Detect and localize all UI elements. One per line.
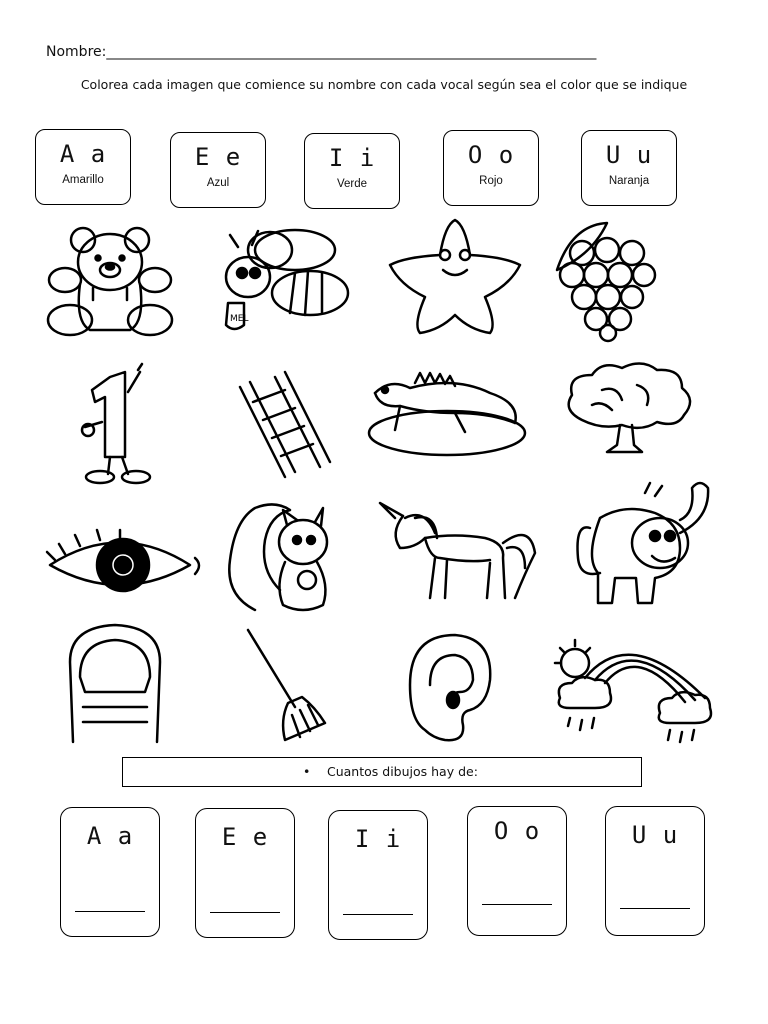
vowel-key-letters: I i <box>328 144 376 172</box>
vowel-key-a <box>35 129 131 205</box>
vowel-key-o <box>443 130 539 206</box>
count-box-letters: A a <box>86 822 134 850</box>
unicorn-picture[interactable] <box>375 498 540 603</box>
rainbow-picture[interactable] <box>550 638 720 753</box>
iguana-picture[interactable] <box>365 368 530 458</box>
vowel-key-letters: U u <box>605 141 653 169</box>
vowel-key-color: Verde <box>336 178 368 190</box>
vowel-key-e <box>170 132 266 208</box>
ear-picture[interactable] <box>405 630 495 745</box>
number-one-picture[interactable] <box>80 362 155 487</box>
count-answer-line[interactable] <box>620 908 690 909</box>
count-box-o[interactable] <box>467 806 567 936</box>
vowel-key-color: Amarillo <box>62 174 104 186</box>
star-picture[interactable] <box>385 215 525 340</box>
vowel-key-letters: A a <box>59 140 107 168</box>
count-box-letters: I i <box>354 825 402 853</box>
bullet-mark: • <box>303 764 311 779</box>
count-box-i[interactable] <box>328 810 428 940</box>
broom-picture[interactable] <box>240 625 330 745</box>
ladder-picture[interactable] <box>235 372 330 482</box>
vowel-key-letters: E e <box>194 143 242 171</box>
count-box-letters: O o <box>493 817 541 845</box>
count-answer-line[interactable] <box>210 912 280 913</box>
squirrel-picture[interactable] <box>225 500 335 620</box>
fingernail-picture[interactable] <box>65 622 165 747</box>
elephant-picture[interactable] <box>570 478 720 608</box>
tree-picture[interactable] <box>562 360 697 455</box>
count-prompt-text: Cuantos dibujos hay de: <box>327 764 478 779</box>
instructions-text: Colorea cada imagen que comience su nombre con cada vocal según sea el color que se indique <box>80 77 688 92</box>
mel-label: MEL <box>230 314 249 324</box>
vowel-key-color: Azul <box>206 177 230 189</box>
vowel-key-u <box>581 130 677 206</box>
bee-picture[interactable] <box>200 225 350 335</box>
count-answer-line[interactable] <box>75 911 145 912</box>
vowel-key-letters: O o <box>467 141 515 169</box>
teddy-bear-picture[interactable] <box>45 222 175 342</box>
count-box-a[interactable] <box>60 807 160 937</box>
count-box-letters: E e <box>221 823 269 851</box>
count-answer-line[interactable] <box>482 904 552 905</box>
vowel-key-color: Rojo <box>479 175 503 187</box>
count-box-e[interactable] <box>195 808 295 938</box>
count-prompt-bar <box>122 757 642 787</box>
vowel-key-color: Naranja <box>608 175 650 187</box>
count-box-letters: U u <box>631 821 679 849</box>
count-answer-line[interactable] <box>343 914 413 915</box>
eye-picture[interactable] <box>45 530 205 600</box>
grapes-picture[interactable] <box>552 215 662 340</box>
count-box-u[interactable] <box>605 806 705 936</box>
name-field-label[interactable]: Nombre:______________________________________________________________________ <box>46 44 597 60</box>
vowel-key-i <box>304 133 400 209</box>
